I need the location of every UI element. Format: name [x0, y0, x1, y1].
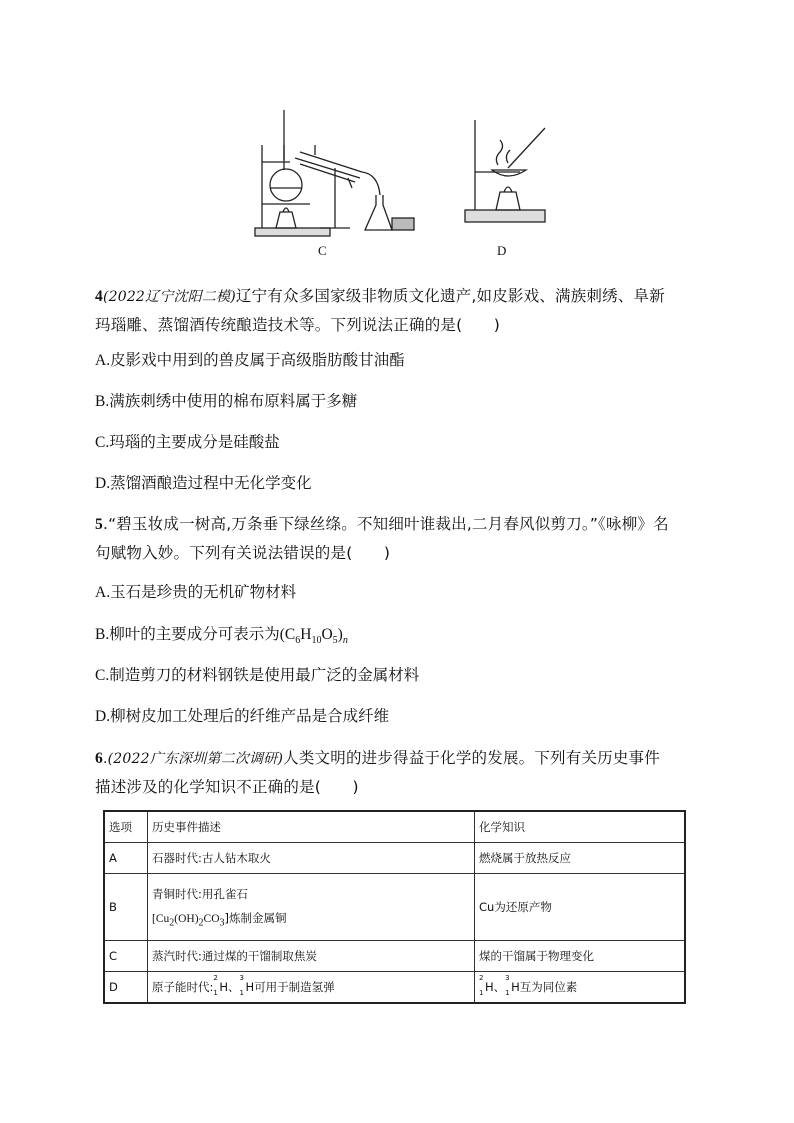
deuterium-symbol: 2 1 H	[479, 974, 494, 997]
table-row	[104, 972, 685, 1004]
question-4-stem	[95, 283, 665, 338]
cellulose-formula: $(C_6H_{10}O_5)_n$	[279, 626, 348, 647]
row-c-option: C	[104, 941, 148, 972]
question-5-line1: .“碧玉妆成一树高,万条垂下绿丝绦。不知细叶谁裁出,二月春风似剪刀。”《咏柳》名	[102, 515, 669, 533]
row-b-description: 青铜时代:用孔雀石 $[Cu_2(OH)_2CO_3]$炼制金属铜	[148, 874, 475, 941]
question-4-option-c: C.玛瑙的主要成分是硅酸盐	[95, 433, 280, 451]
header-option: 选项	[104, 811, 148, 843]
row-a-knowledge: 燃烧属于放热反应	[475, 843, 686, 874]
question-4-option-d: D.蒸馏酒酿造过程中无化学变化	[95, 474, 312, 492]
distillation-apparatus-icon	[255, 110, 414, 236]
question-5-stem	[95, 511, 669, 566]
evaporation-apparatus-icon	[465, 120, 545, 222]
question-5-option-a: A.玉石是珍贵的无机矿物材料	[95, 583, 297, 601]
question-4-line2: 玛瑙雕、蒸馏酒传统酿造技术等。下列说法正确的是( )	[95, 316, 500, 334]
table-row	[104, 843, 685, 874]
question-4-number: 4	[95, 288, 103, 305]
table-row	[104, 874, 685, 941]
row-d-knowledge: 2 1 H、 3 1 H互为同位素	[475, 972, 686, 1004]
question-5-number: 5	[95, 516, 103, 533]
figure-c-label: C	[318, 243, 327, 258]
question-4-option-a: A.皮影戏中用到的兽皮属于高级脂肪酸甘油酯	[95, 351, 405, 369]
question-6-line1: 人类文明的进步得益于化学的发展。下列有关历史事件	[283, 749, 660, 767]
row-c-description: 蒸汽时代:通过煤的干馏制取焦炭	[148, 941, 475, 972]
tritium-symbol: 3 1 H	[505, 974, 520, 997]
question-4-option-b: B.满族刺绣中使用的棉布原料属于多糖	[95, 392, 358, 410]
question-5-option-b: B.柳叶的主要成分可表示为$(C_6H_{10}O_5)_n$	[95, 625, 348, 647]
row-d-description: 原子能时代: 2 1 H、 3 1 H可用于制造氢弹	[148, 972, 475, 1004]
row-d-option: D	[104, 972, 148, 1004]
figure-d-label: D	[497, 243, 507, 258]
row-a-description: 石器时代:古人钻木取火	[148, 843, 475, 874]
apparatus-drawings	[0, 100, 794, 270]
question-6-number: 6	[95, 750, 103, 767]
row-c-knowledge: 煤的干馏属于物理变化	[475, 941, 686, 972]
header-description: 历史事件描述	[148, 811, 475, 843]
row-a-option: A	[104, 843, 148, 874]
tritium-symbol: 3 1 H	[239, 974, 255, 997]
row-b-knowledge: Cu为还原产物	[475, 874, 686, 941]
history-chemistry-table	[103, 810, 686, 1004]
deuterium-symbol: 2 1 H	[213, 974, 229, 997]
header-knowledge: 化学知识	[475, 811, 686, 843]
question-4-line1: 辽宁有众多国家级非物质文化遗产,如皮影戏、满族刺绣、阜新	[235, 287, 665, 305]
question-6-line2: 描述涉及的化学知识不正确的是( )	[95, 778, 359, 796]
table-row	[104, 941, 685, 972]
question-5-line2: 句赋物入妙。下列有关说法错误的是( )	[95, 544, 391, 562]
row-b-option: B	[104, 874, 148, 941]
apparatus-figures	[0, 100, 794, 270]
question-6-source: .(2022广东深圳第二次调研)	[102, 751, 284, 767]
question-5-option-d: D.柳树皮加工处理后的纤维产品是合成纤维	[95, 707, 390, 725]
question-4-source: (2022辽宁沈阳二模)	[102, 289, 236, 305]
table-header-row	[104, 811, 685, 843]
question-5-option-c: C.制造剪刀的材料钢铁是使用最广泛的金属材料	[95, 666, 420, 684]
question-6-stem	[95, 745, 660, 800]
